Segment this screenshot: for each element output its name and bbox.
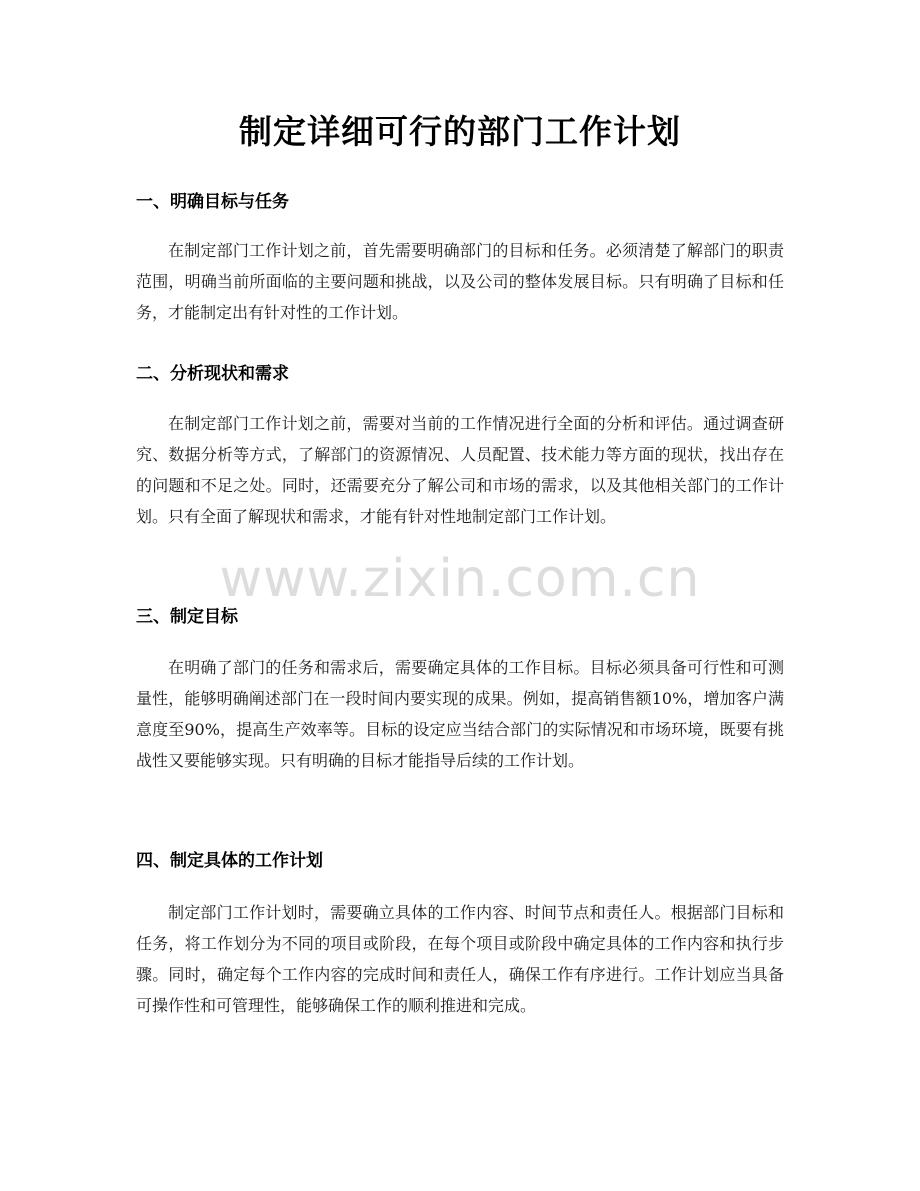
section-paragraph-4: 制定部门工作计划时，需要确立具体的工作内容、时间节点和责任人。根据部门目标和任务，将工作划分为不同的项目或阶段，在每个项目或阶段中确定具体的工作内容和执行步骤。同时，确定每个工作内容的完成时间和责任人，确保工作有序进行。工作计划应当具备可操作性和可管理性，能够确保工作的顺利推进和完成。 — [136, 903, 784, 1015]
section-paragraph-1: 在制定部门工作计划之前，首先需要明确部门的目标和任务。必须清楚了解部门的职责范围，明确当前所面临的主要问题和挑战，以及公司的整体发展目标。只有明确了目标和任务，才能制定出有针对性的工作计划。 — [136, 241, 784, 322]
document-title: 制定详细可行的部门工作计划 — [239, 112, 681, 151]
section-paragraph-3: 在明确了部门的任务和需求后，需要确定具体的工作目标。目标必须具备可行性和可测量性，能够明确阐述部门在一段时间内要实现的成果。例如，提高销售额10%，增加客户满意度至90%，提高生产效率等。目标的设定应当结合部门的实际情况和市场环境，既要有挑战性又要能够实现。只有明确的目标才能指导后续的工作计划。 — [136, 658, 784, 770]
section-heading-2: 二、分析现状和需求 — [136, 364, 289, 384]
section-heading-1: 一、明确目标与任务 — [136, 192, 289, 212]
section-heading-4: 四、制定具体的工作计划 — [136, 851, 323, 871]
watermark-text: www.zixin.com.cn — [219, 549, 701, 609]
section-heading-3: 三、制定目标 — [136, 607, 238, 627]
section-paragraph-2: 在制定部门工作计划之前，需要对当前的工作情况进行全面的分析和评估。通过调查研究、数据分析等方式，了解部门的资源情况、人员配置、技术能力等方面的现状，找出存在的问题和不足之处。同时，还需要充分了解公司和市场的需求，以及其他相关部门的工作计划。只有全面了解现状和需求，才能有针对性地制定部门工作计划。 — [136, 414, 784, 526]
